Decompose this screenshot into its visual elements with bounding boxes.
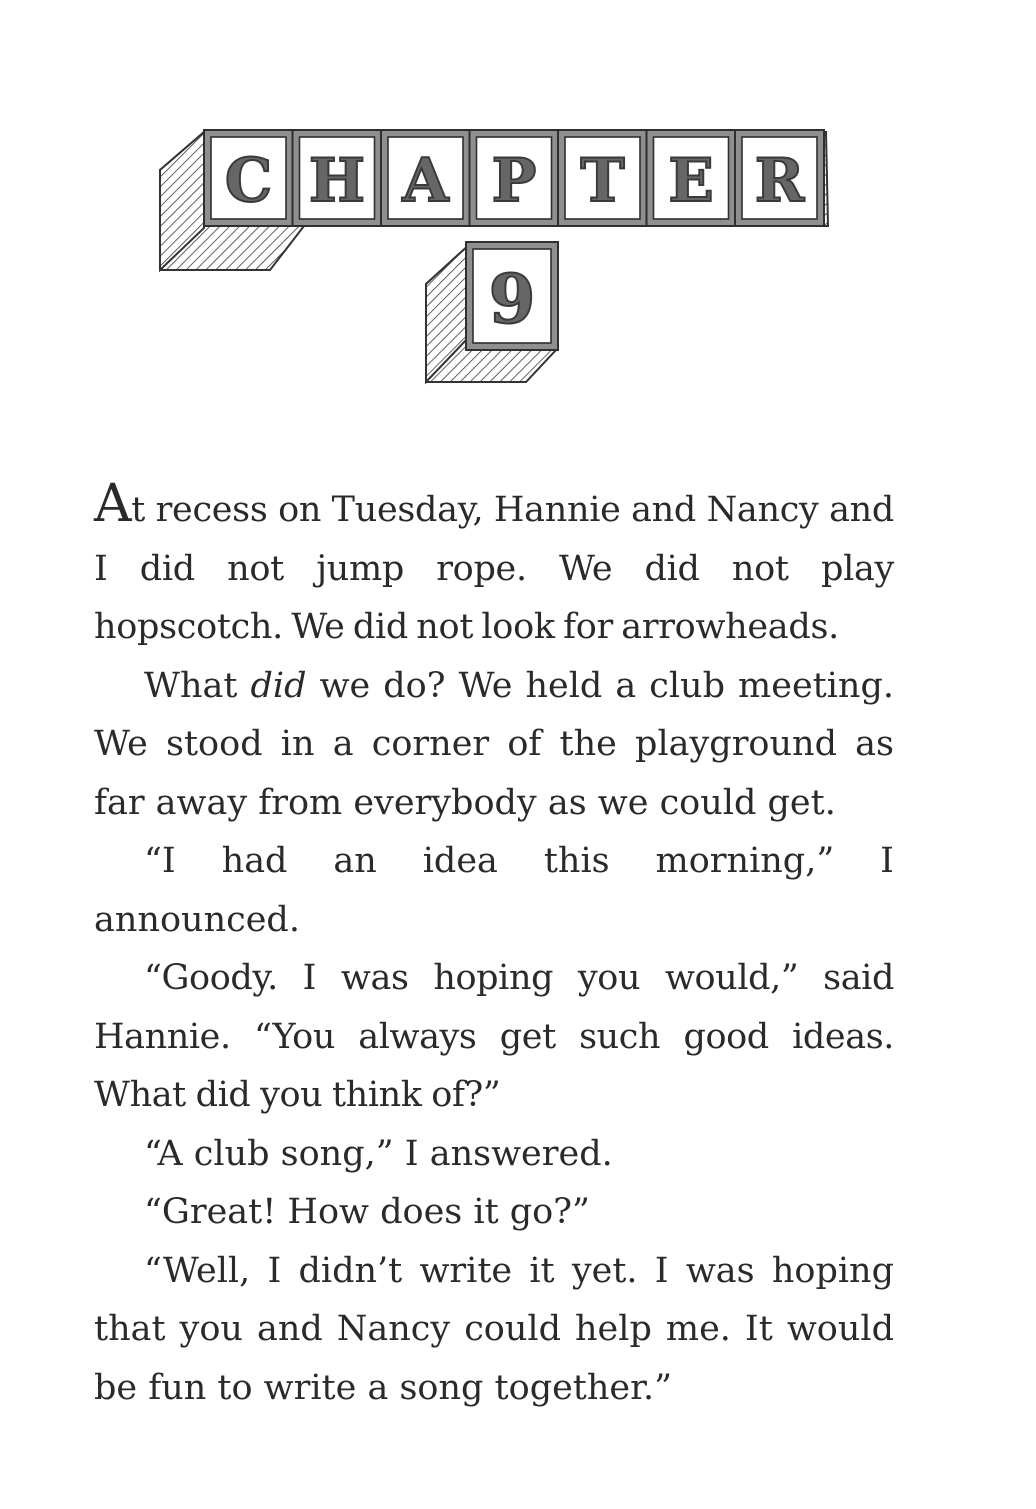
chapter-heading: [0, 0, 1036, 400]
block-letter: P: [491, 146, 537, 216]
chapter-body: [94, 474, 894, 1417]
block-letter: R: [754, 146, 805, 216]
block-letter: T: [580, 146, 625, 216]
letter-block: [647, 130, 736, 226]
paragraph: “I had an idea this morning,” I announced.: [94, 841, 894, 940]
block-letter: 9: [488, 259, 536, 339]
block-letter: H: [308, 146, 366, 216]
paragraph: “Well, I didn’t write it yet. I was hoping that you and Nancy could help me. It would be fun to write a song together.”: [94, 1250, 894, 1408]
letter-block: [204, 130, 293, 226]
emphasis: did: [250, 665, 307, 706]
letter-block: [735, 130, 824, 226]
paragraph: At recess on Tuesday, Hannie and Nancy and I did not jump rope. We did not play hopscotch. We did not look for arrowheads.: [94, 474, 894, 647]
letter-block: [381, 130, 470, 226]
paragraph: “Great! How does it go?”: [144, 1192, 590, 1232]
letter-block: [470, 130, 559, 226]
letter-block: [558, 130, 647, 226]
drop-cap: A: [94, 474, 132, 534]
chapter-word-blocks: [204, 130, 824, 226]
paragraph: “A club song,” I answered.: [144, 1133, 613, 1174]
paragraph: What did we do? We held a club meeting. We stood in a corner of the playground as far away from everybody as we could get.: [94, 665, 894, 823]
block-letter: C: [224, 146, 273, 216]
block-letter: E: [668, 146, 714, 216]
letter-block: [293, 130, 382, 226]
number-block: [466, 242, 558, 350]
paragraph: “Goody. I was hoping you would,” said Hannie. “You always get such good ideas. What did you think of?”: [94, 958, 894, 1115]
chapter-number-block: [466, 242, 558, 350]
block-letter: A: [402, 146, 449, 216]
